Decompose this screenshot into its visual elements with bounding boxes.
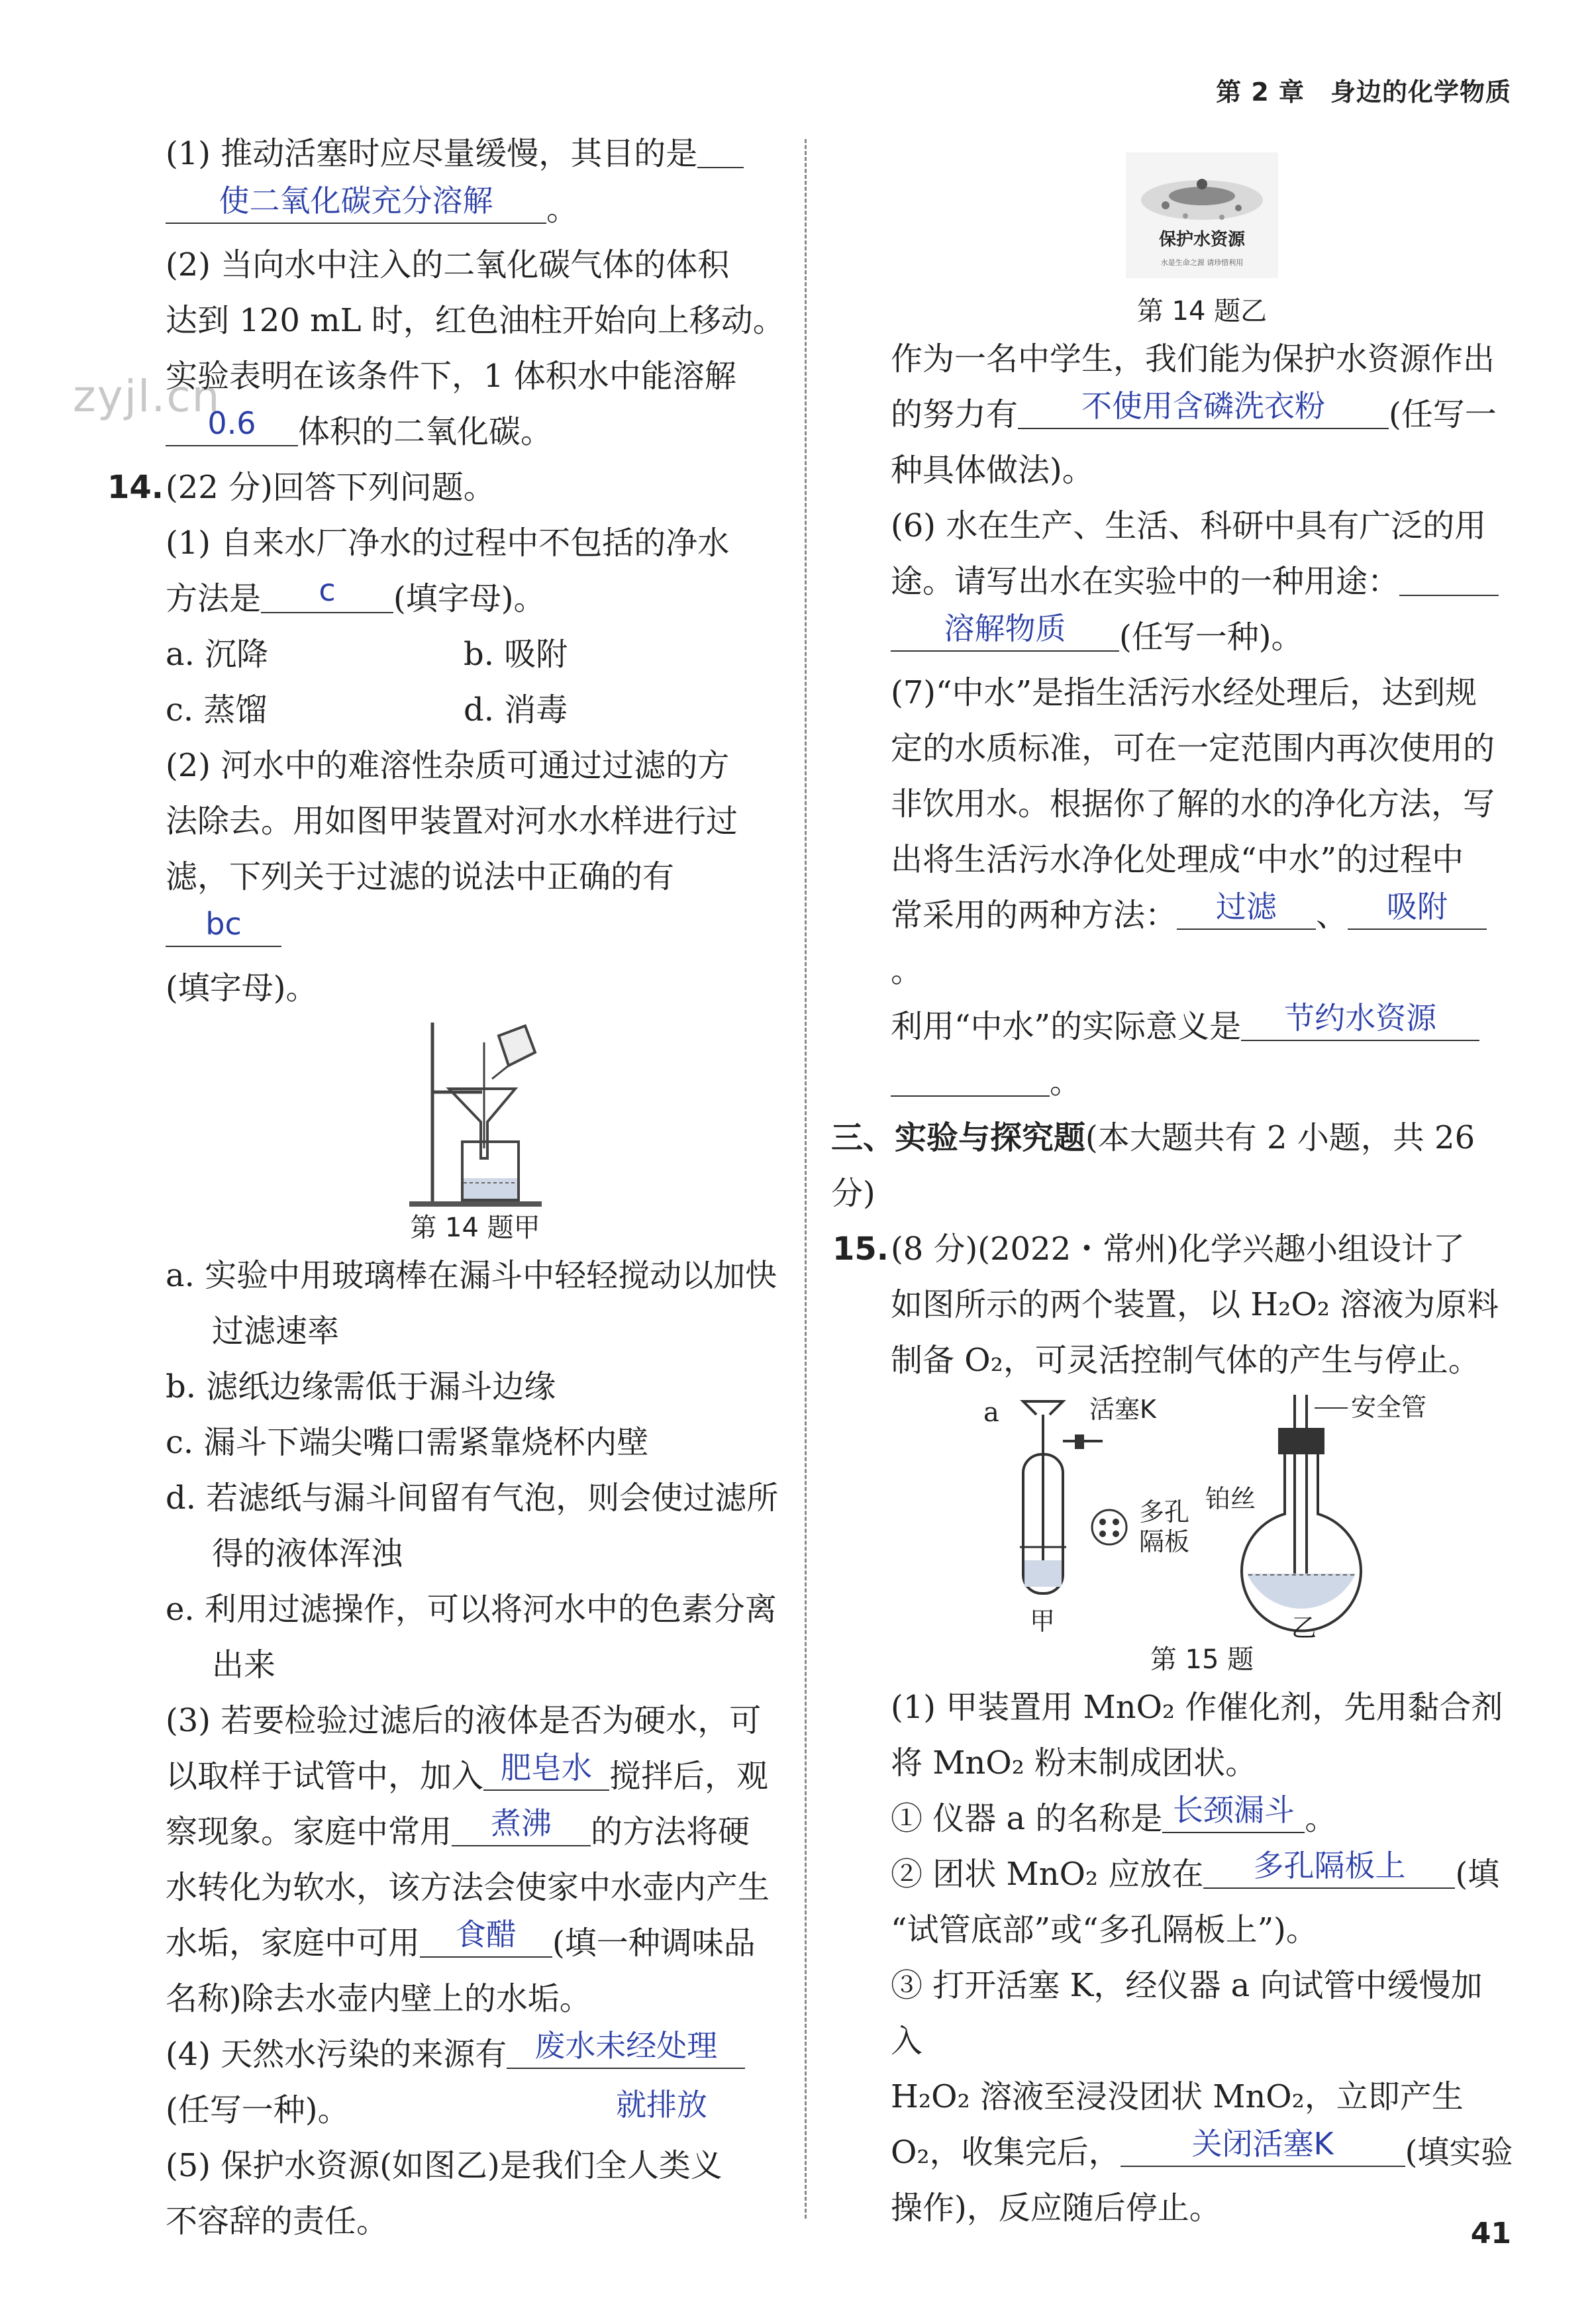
column-divider (805, 139, 807, 2219)
q15-1-line7: H₂O₂ 溶液至浸没团状 MnO₂，立即产生 (891, 2078, 1464, 2115)
answer-text: 过滤 (1216, 889, 1277, 925)
q14-2-line4: (填字母)。 (166, 970, 318, 1007)
answer-text: 食醋 (456, 1917, 517, 1952)
q13-2-line4: 0.6 体积的二氧化碳。 (166, 404, 785, 460)
q14-3-line4: 水转化为软水，该方法会使家中水壶内产生 (166, 1869, 770, 1906)
answer-text: 关闭活塞K (1191, 2126, 1334, 2162)
q14-7-line2: 定的水质标准，可在一定范围内再次使用的 (891, 730, 1495, 767)
q14-2-option-b: b. 滤纸边缘需低于漏斗边缘 (166, 1368, 556, 1405)
q13-1-line2: 使二氧化碳充分溶解 。 (166, 181, 785, 237)
answer-blank[interactable] (891, 613, 1119, 652)
question-number: 14. (107, 469, 164, 506)
label-safety-tube: 安全管 (1351, 1393, 1427, 1422)
q14-2-option-a: a. 实验中用玻璃棒在漏斗中轻轻搅动以加快过滤速率 (166, 1257, 777, 1350)
q13-1: (1) 推动活塞时应尽量缓慢，其目的是 (166, 126, 785, 181)
q14-4-line1: (4) 天然水污染的来源有 废水未经处理 (166, 2027, 785, 2082)
q15-1-line6: ③ 打开活塞 K，经仪器 a 向试管中缓慢加入 (891, 1967, 1483, 2060)
q14-5-line2: 不容辞的责任。 (166, 2203, 389, 2240)
water-protection-poster (1126, 152, 1278, 278)
answer-text-continued: 就排放 (616, 2087, 707, 2123)
q14-7-line4: 出将生活污水净化处理成“中水”的过程中 (891, 841, 1464, 878)
q14-2-option-d: d. 若滤纸与漏斗间留有气泡，则会使过滤所得的液体浑浊 (166, 1480, 779, 1572)
figure-caption: 第 15 题 (1150, 1644, 1254, 1675)
answer-text: 长颈漏斗 (1172, 1792, 1295, 1828)
label-plate-1: 多孔 (1139, 1497, 1190, 1527)
q14-title: 14. (22 分)回答下列问题。 (166, 460, 785, 515)
q14-7-line1: (7)“中水”是指生活污水经处理后，达到规 (891, 674, 1477, 711)
option-d: d. 消毒 (464, 691, 568, 728)
q14-3-line2: 以取样于试管中，加入 肥皂水 搅拌后，观 (166, 1750, 769, 1795)
answer-blank[interactable] (261, 572, 393, 613)
answer-text: 节约水资源 (1284, 1000, 1437, 1036)
answer-blank[interactable] (507, 2028, 745, 2069)
section-3-title: 三、实验与探究题(本大题共有 2 小题，共 26 分) (831, 1119, 1475, 1212)
q14-1-options-row1 (166, 627, 785, 682)
answer-text: 多孔隔板上 (1253, 1848, 1406, 1883)
question-number: 15. (832, 1230, 889, 1268)
q14-7-line6: 利用“中水”的实际意义是 节约水资源 (891, 999, 1513, 1054)
q15-line1: 15. (8 分)(2022・常州)化学兴趣小组设计了 (891, 1221, 1513, 1277)
option-c: c. 蒸馏 (166, 691, 268, 728)
page-number: 41 (1470, 2217, 1511, 2250)
poster-subtitle: 水是生命之源 请珍惜利用 (1160, 258, 1244, 267)
right-column (831, 126, 1513, 2236)
answer-text: 吸附 (1387, 889, 1448, 925)
q15-1-line8: O₂，收集完后， 关闭活塞K (填实验 (891, 2126, 1513, 2171)
q13-2-line1: (2) 当向水中注入的二氧化碳气体的体积 (166, 246, 730, 283)
poster-title: 保护水资源 (1158, 230, 1246, 250)
answer-blank[interactable] (483, 1752, 609, 1791)
label-valve: 活塞K (1089, 1395, 1156, 1424)
q14-2-line3: 滤，下列关于过滤的说法中正确的有 bc (166, 849, 785, 960)
label-jia: 甲 (1030, 1607, 1056, 1636)
q14-2-option-c: c. 漏斗下端尖嘴口需紧靠烧杯内壁 (166, 1424, 649, 1461)
q14-7-line7: 。 (891, 1054, 1513, 1110)
answer-blank[interactable] (1121, 2126, 1405, 2167)
chapter-header: 第 2 章 身边的化学物质 (1216, 77, 1511, 107)
figure-caption: 第 14 题甲 (410, 1213, 540, 1243)
q15-1-line2: 将 MnO₂ 粉末制成团状。 (891, 1744, 1258, 1782)
q14-3-line5: 水垢，家庭中可用 食醋 (填一种调味品 (166, 1917, 756, 1962)
answer-text: 煮沸 (491, 1805, 552, 1841)
q14-5-line5: 种具体做法)。 (891, 452, 1094, 489)
answer-text: 肥皂水 (501, 1750, 593, 1785)
label-yi: 乙 (1291, 1613, 1317, 1640)
q13-2-line2: 达到 120 mL 时，红色油柱开始向上移动。 (166, 302, 785, 339)
answer-text: 使二氧化碳充分溶解 (219, 183, 493, 219)
answer-text: bc (205, 906, 242, 942)
answer-blank[interactable] (166, 185, 546, 224)
label-platinum-wire: 铂丝 (1205, 1484, 1256, 1513)
option-b: b. 吸附 (464, 636, 568, 673)
q14-5-line1: (5) 保护水资源(如图乙)是我们全人类义 (166, 2147, 723, 2184)
q14-1-line1: (1) 自来水厂净水的过程中不包括的净水 (166, 525, 730, 562)
answer-blank[interactable] (1241, 1000, 1479, 1041)
q14-7-line5: 常采用的两种方法： 过滤 、 吸附 。 (891, 887, 1513, 999)
filtration-apparatus-figure (403, 1016, 548, 1208)
q14-1-line2: 方法是 c (填字母)。 (166, 572, 546, 617)
q14-2-option-e: e. 利用过滤操作，可以将河水中的色素分离出来 (166, 1591, 777, 1683)
q14-2-line2: 法除去。用如图甲装置对河水水样进行过 (166, 803, 738, 840)
q15-line2: 如图所示的两个装置，以 H₂O₂ 溶液为原料 (891, 1286, 1499, 1323)
q14-5-line4: 的努力有 不使用含磷洗衣粉 (任写一 (891, 388, 1497, 433)
answer-blank[interactable] (452, 1805, 591, 1846)
watermark: zyjl.cn (73, 371, 221, 422)
oxygen-apparatus-figure (944, 1388, 1460, 1640)
q14-6-line2: 途。请写出水在实验中的一种用途： (891, 554, 1513, 609)
option-a: a. 沉降 (166, 636, 269, 673)
answer-text: 溶解物质 (944, 611, 1066, 646)
answer-text: c (319, 572, 336, 608)
answer-blank[interactable] (1203, 1850, 1455, 1889)
label-a: a (983, 1397, 999, 1428)
answer-blank[interactable] (1177, 891, 1316, 930)
q15-1-line1: (1) 甲装置用 MnO₂ 作催化剂，先用黏合剂 (891, 1689, 1503, 1726)
answer-blank[interactable] (1018, 388, 1389, 429)
q14-2-line1: (2) 河水中的难溶性杂质可通过过滤的方 (166, 747, 730, 784)
q14-5-line3: 作为一名中学生，我们能为保护水资源作出 (891, 340, 1495, 377)
answer-text: 不使用含磷洗衣粉 (1081, 388, 1326, 424)
q13-2-line3: 实验表明在该条件下，1 体积水中能溶解 (166, 358, 736, 395)
label-plate-2: 隔板 (1139, 1527, 1190, 1556)
figure-caption: 第 14 题乙 (1136, 296, 1268, 326)
answer-blank[interactable] (1162, 1792, 1305, 1833)
q14-7-line3: 非饮用水。根据你了解的水的净化方法，写 (891, 785, 1495, 823)
q14-4-line2: (任写一种)。 就排放 (166, 2082, 785, 2138)
answer-blank[interactable] (166, 906, 281, 947)
q14-6-line1: (6) 水在生产、生活、科研中具有广泛的用 (891, 507, 1487, 544)
answer-text: 0.6 (207, 405, 256, 441)
q14-3-line6: 名称)除去水壶内壁上的水垢。 (166, 1980, 591, 2017)
answer-blank[interactable] (166, 405, 298, 446)
q15-1-line3: ① 仪器 a 的名称是 长颈漏斗 。 (891, 1792, 1337, 1837)
q14-3-line3: 察现象。家庭中常用 煮沸 的方法将硬 (166, 1805, 750, 1850)
q15-line3: 制备 O₂，可灵活控制气体的产生与停止。 (891, 1342, 1480, 1379)
answer-blank[interactable] (1348, 891, 1487, 930)
q15-1-line9: 操作)，反应随后停止。 (891, 2189, 1221, 2227)
answer-text: 废水未经处理 (534, 2028, 718, 2064)
answer-blank[interactable] (420, 1919, 552, 1958)
q15-1-line5: “试管底部”或“多孔隔板上”)。 (891, 1911, 1318, 1948)
q14-3-line1: (3) 若要检验过滤后的液体是否为硬水，可 (166, 1702, 762, 1739)
q14-1-options-row2 (166, 682, 785, 738)
q15-1-line4: ② 团状 MnO₂ 应放在 多孔隔板上 (填 (891, 1848, 1500, 1893)
q14-6-line3: 溶解物质 (任写一种)。 (891, 609, 1513, 665)
